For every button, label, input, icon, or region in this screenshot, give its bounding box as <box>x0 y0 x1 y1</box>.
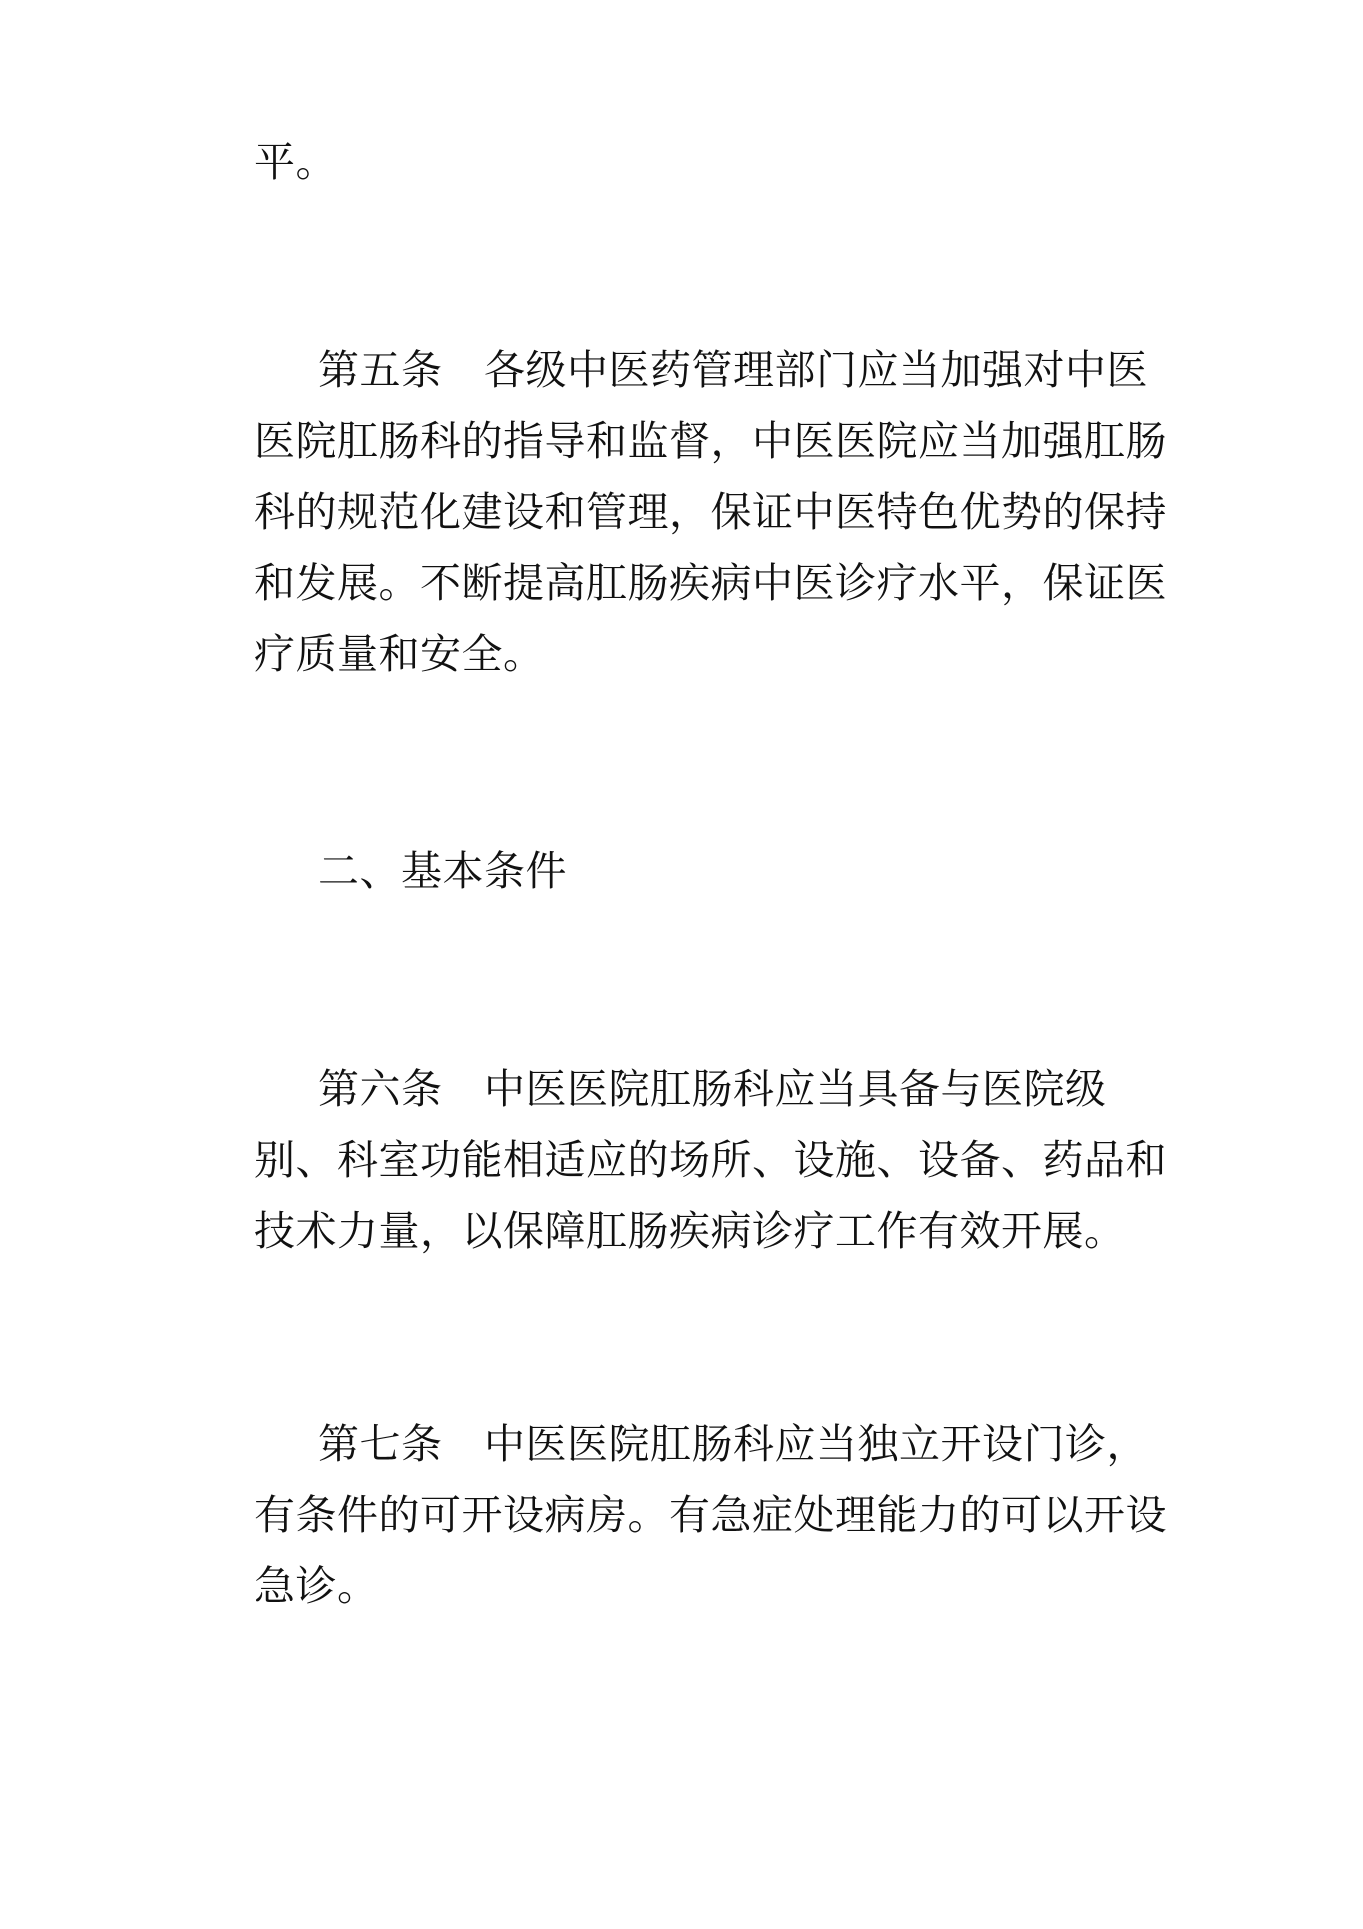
text-line: 第七条 中医医院肛肠科应当独立开设门诊， <box>318 1420 1148 1468</box>
text-line: 别、科室功能相适应的场所、设施、设备、药品和 <box>254 1136 1167 1184</box>
article-6-paragraph <box>254 1054 1184 1267</box>
text-line: 疗质量和安全。 <box>254 630 545 678</box>
text-line: 第六条 中医医院肛肠科应当具备与医院级 <box>318 1065 1107 1113</box>
text-line: 医院肛肠科的指导和监督，中医医院应当加强肛肠 <box>254 417 1167 465</box>
text-line: 和发展。不断提高肛肠疾病中医诊疗水平，保证医 <box>254 559 1167 607</box>
article-5-paragraph <box>254 335 1184 690</box>
text-line: 科的规范化建设和管理，保证中医特色优势的保持 <box>254 488 1167 536</box>
section-heading <box>254 836 1184 907</box>
text-line: 有条件的可开设病房。有急症处理能力的可以开设 <box>254 1491 1167 1539</box>
text-line: 二、基本条件 <box>318 847 567 895</box>
paragraph-fragment <box>254 127 1184 198</box>
text-line: 第五条 各级中医药管理部门应当加强对中医 <box>318 346 1148 394</box>
article-7-paragraph <box>254 1409 1184 1622</box>
text-line: 技术力量，以保障肛肠疾病诊疗工作有效开展。 <box>254 1207 1126 1255</box>
text-line: 急诊。 <box>254 1562 379 1610</box>
text-line: 平。 <box>254 138 337 186</box>
